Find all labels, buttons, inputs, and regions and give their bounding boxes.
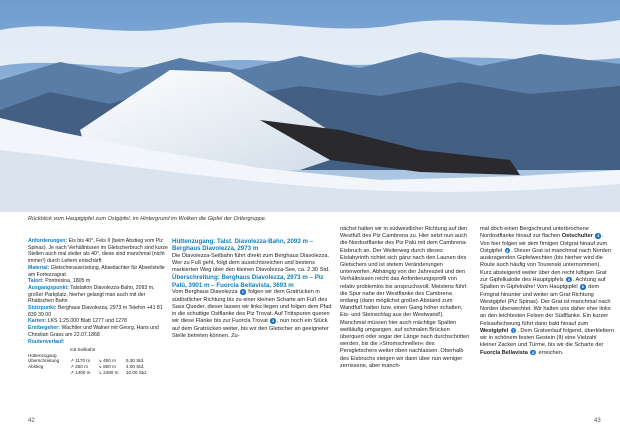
mountain-photo — [0, 0, 620, 212]
section-heading: Überschreitung: Berghaus Diavolezza, 2973 m – Piz Palü, 3901 m – Fuorcla Bellavista, 3693 m — [172, 274, 324, 289]
page-number-right: 43 — [594, 418, 601, 424]
route-column-2: nächst halten wir in südwestlicher Richtung auf den Westfuß des Piz Cambrena zu. Hier setzt nun auch die Nordostflanke des Piz Palü mit dem Cambrena-Eisbruch an. Der Weiterweg durch dieses Eislabyrinth richtet sich ganz nach den Launen des Gletschers und ist stetem Veränderungen unterworfen. Abhängig von der Jahreszeit und den Verhältnissen reicht das Anforderungsprofil von relativ problemlos bis anspruchsvoll. Meistens führt die Spur nahe der Westflanke des Cambrena entlang (dann möglichst großen Abstand zum Wandfuß halten bzw. einen Gang höher schalten, Eis- und Steinschlag aus der Westwand!). Manchmal müssen hier auch mächtige Spalten weitläufig umgangen, auf schmalen Brücken überquert oder sogar der Länge nach durchschritten werden, bis die »Stromschnellen« des Persgletschers weiter oben nachlassen. Oberhalb des Eisbruchs steigen wir dann über nun weniger zerrissene, aber manch- — [340, 226, 470, 369]
waypoint-badge: 3 — [597, 233, 600, 239]
stats-row: Überschreitung ↗ 1170 m ↘ 450 m 5.30 Std. — [28, 358, 145, 364]
section-text: Vom Berghaus Diavolezza 1 folgen wir dem Gratrücken in südöstlicher Richtung bis zu einer kleinen Scharte am Fuß des Sass Queder, dieser lassen wir links liegen und folgen dem Pfad in die schuttige Ostflanke des Piz Trovat. Auf Trittspuren queren wir diese Flanke bis zur Fuorcla Trovat 2 , nun noch ein Stück auf dem Gratrücken weiter, bis wir den Gletscher an geeigneter Stelle betreten können. Zu- — [172, 289, 332, 339]
photo-caption: Rückblick vom Hauptgipfel zum Ostgipfel, im Hintergrund im Wolken die Gipfel der Ortlergruppe. — [28, 216, 267, 222]
paragraph: Kurz absteigend weiter über den recht luftigen Grat zur Gipfelkalotte des Hauptgipfels 5 . Achtung auf Spalten in Gipfelnähe! Vom Hauptgipfel 6 dem Firngrat hinunter und weiter am Grat Richtung Westgipfel (Piz Spinas). Der Grat ist manchmal nach Norden überwechtet. Wir halten uns daher eher links an den leichtesten Felsen der Südflanke. Ein kurzer Felsaufschwung führt dann bald hinauf zum Westgipfel 7 . Dem Gratverlauf folgend, überklettern wir in schönem festen Gestein (II) eine Vielzahl kleiner Zacken und Türme, bis wir die Scharte der Fuorcla Bellavista 8 erreichen. — [480, 269, 614, 356]
info-start: Ausgangspunkt: Talstation Diavolezza-Bahn, 2093 m, großer Parkplatz, hierher gelangt man auch mit der Rhätischen Bahn — [28, 284, 155, 305]
paragraph: mal doch einen Bergschrund unterbrochene Nordostflanke hinauf zur flachen Ostschulter 3 . Von hier folgen wir dem firnigen Ostgrat hinauf zum Ostgipfel 4 . Dieser Grat ist manchmal nach Norden auskragenden Gipfelwechten (bis hierher wird die Route auch häufig von Tourenski unternommen). — [480, 226, 611, 269]
route-column-1 — [172, 238, 332, 340]
info-material: Material: Gletscherausrüstung, Abseilachter für Abseilstelle am Fortezzagrat — [28, 264, 165, 278]
waypoint-badge: 7 — [512, 327, 515, 333]
stats-header: mit Seilbahn — [70, 347, 96, 353]
waypoint-badge: 2 — [271, 318, 275, 324]
info-requirements: Anforderungen: Eis bis 40°, Fels II (beim Abstieg vom Piz Spinas). Je nach Verhältnissen im Gletscherbruch sind kurze Stellen auch mal steiler als 40°, diese sind manchmal (nicht immer!) durch Leitern entschärft — [28, 238, 168, 265]
waypoint-badge: 8 — [532, 349, 535, 355]
info-route: Routenverlauf: — [28, 338, 65, 345]
waypoint-badge: 5 — [567, 276, 571, 282]
info-maps: Karten: LKS 1:25.000 Blatt 1277 und 1278 — [28, 318, 127, 325]
waypoint-badge: 4 — [506, 247, 509, 253]
info-column — [28, 238, 168, 375]
page-number-left: 42 — [28, 418, 35, 424]
route-column-3 — [480, 226, 614, 357]
waypoint-badge: 6 — [581, 284, 585, 290]
info-hut: Stützpunkt: Berghaus Diavolezza, 2973 m Telefon +41 81 839 39 00 — [28, 305, 163, 318]
info-first-ascent: Erstbegeher: Wachtler und Walner mit Georg, Hans und Christian Grass am 22.07.1868 — [28, 325, 159, 338]
waypoint-badge: 1 — [241, 289, 245, 295]
route-stats-table — [28, 347, 168, 375]
section-heading: Hüttenzugang: Talst. Diavolezza-Bahn, 2093 m – Berghaus Diavolezza, 2973 m — [172, 238, 314, 253]
info-town: Talort: Pontresina, 1805 m — [28, 278, 91, 285]
stats-row: Abstieg ↗ 250 m ↘ 800 m 4.00 Std. — [28, 364, 145, 370]
stats-row: ↗ 1400 m ↘ 2480 m 10.00 Std. — [70, 369, 147, 375]
stats-row: Hüttenzugang — [28, 352, 57, 358]
section-text: Die Diavolezza-Seilbahn führt direkt zum Berghaus Diavolezza. Wer zu Fuß geht, folgt dem aussichtsreichen und bestens markierten Weg über den kleinen Diavolezza-See, ca. 2.30 Std. — [172, 252, 330, 274]
